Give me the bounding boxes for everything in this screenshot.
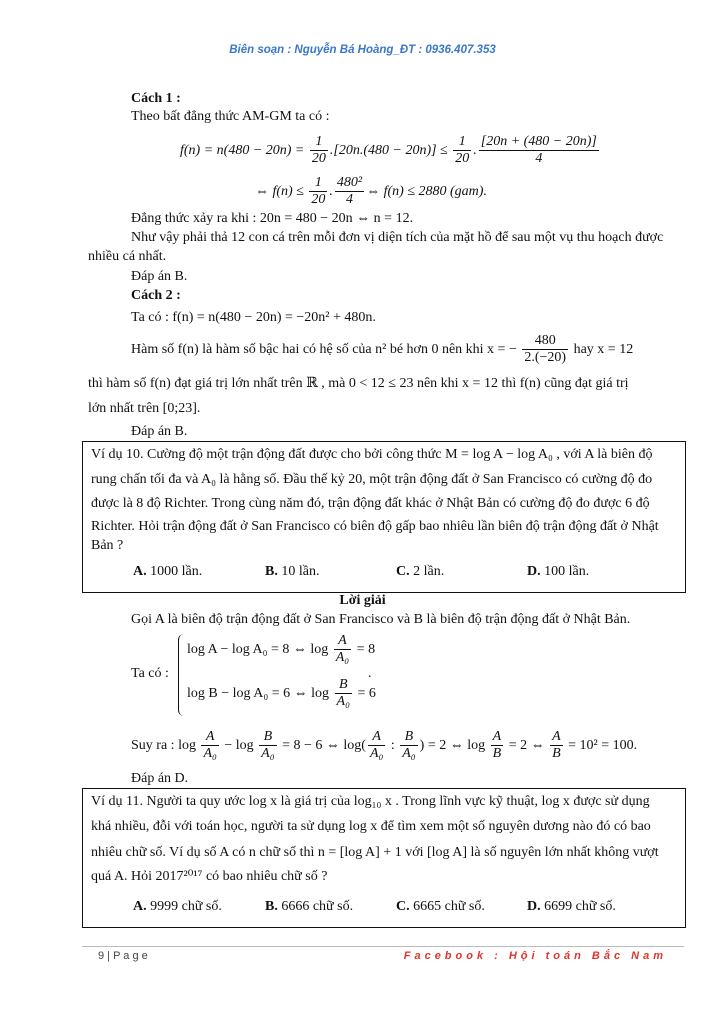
fraction: $\frac{A}{\text{A₀}}$ [369, 729, 384, 762]
fraction: $\frac{1}{20}$ [311, 175, 326, 208]
fraction: $\frac{B}{\text{A₀}}$ [261, 729, 275, 762]
system-brace [178, 634, 187, 716]
fraction: $\frac{A}{\text{A₀}}$ [335, 633, 350, 666]
cach2-answer: Đáp án B. [131, 424, 188, 439]
cach1-intro: Theo bất đẳng thức AM-GM ta có : [131, 109, 330, 124]
example-11-option-c: C. 6665 chữ số. [396, 899, 485, 914]
solution-line1: Gọi A là biên độ trận động đất ở San Francisco và B là biên độ trận động đất ở Nhật Bản. [131, 612, 631, 627]
footer-facebook: Facebook : Hội toán Bắc Nam [403, 950, 667, 962]
fraction: $\frac{1}{20}$ [311, 134, 326, 167]
cach2-line3: lớn nhất trên [0;23]. [88, 401, 201, 416]
example-10-option-c: C. 2 lần. [396, 564, 445, 579]
cach1-eq1: f(n) = n(480 − 20n) = $\frac{1}{20}$ .[20n.(480 − 20n)] ≤ $\frac{1}{20}$ . $\frac{[20n + (480 - 20n)]}{4}$ [180, 134, 597, 167]
example-10-option-a: A. 1000 lần. [133, 564, 203, 579]
cach2-taco: Ta có : f(n) = n(480 − 20n) = −20n² + 480n. [131, 310, 376, 325]
fraction: $\frac{\text{480²}}{4}$ [336, 175, 363, 208]
system-dot: . [368, 666, 372, 681]
header-author: Biên soạn : Nguyễn Bá Hoàng_ĐT : 0936.407.353 [229, 44, 496, 56]
solution-answer: Đáp án D. [131, 771, 189, 786]
example-11-line1: Ví dụ 11. Người ta quy ước log x là giá trị của log₁₀ x . Trong lĩnh vực kỹ thuật, log x được sử dụng [91, 794, 650, 809]
system-eq2: log B − log A₀ = 6 ⇔ log $\frac{B}{\text{A₀}}$ = 6 [187, 677, 376, 710]
footer-page-number: 9 | P a g e [98, 950, 148, 962]
example-10-box [82, 441, 686, 593]
fraction: $\frac{B}{\text{A₀}}$ [336, 677, 350, 710]
cach1-equality: Đẳng thức xảy ra khi : 20n = 480 − 20n ⇔ n = 12. [131, 211, 414, 226]
solution-suyra: Suy ra : log $\frac{A}{\text{A₀}}$ − log $\frac{B}{\text{A₀}}$ = 8 − 6 ⇔ log( $\frac{A}{\text{A₀}}$ : $\frac{B}{\text{A₀}}$ ) = 2 ⇔ log $\frac{A}{B}$ = 2 ⇔ $\frac{A}{B}$ = 10² = 100. [131, 729, 638, 762]
system-eq1: log A − log A₀ = 8 ⇔ log $\frac{A}{\text{A₀}}$ = 8 [187, 633, 376, 666]
solution-title: Lời giải [339, 593, 386, 608]
example-11-line4: quá A. Hỏi 2017²⁰¹⁷ có bao nhiêu chữ số ? [91, 869, 328, 884]
footer-rule [82, 946, 684, 947]
fraction: $\frac{1}{20}$ [455, 134, 470, 167]
cach1-answer: Đáp án B. [131, 269, 188, 284]
solution-taco: Ta có : [131, 666, 169, 681]
fraction: $\frac{A}{\text{A₀}}$ [203, 729, 217, 762]
example-11-option-a: A. 9999 chữ số. [133, 899, 222, 914]
example-10-line2: rung chấn tối đa và A₀ là hằng số. Đầu thế kỷ 20, một trận động đất ở San Francisco có cường độ đo [91, 472, 653, 487]
fraction: $\frac{480}{2.(-20)}$ [524, 333, 567, 366]
example-10-line3: được là 8 độ Richter. Trong cùng năm đó, trận động đất khác ở Nhật Bản có cường độ đo được 6 độ [91, 496, 650, 511]
cach1-conclusion-2: nhiều cá nhất. [88, 249, 167, 264]
cach2-title: Cách 2 : [131, 288, 181, 303]
example-10-line5: Bản ? [91, 538, 124, 553]
fraction: $\frac{[20n + (480 - 20n)]}{4}$ [480, 134, 597, 167]
fraction: $\frac{A}{B}$ [492, 729, 502, 762]
example-10-line4: Richter. Hỏi trận động đất ở San Francisco có biên độ gấp bao nhiêu lần biên độ trận động đất ở Nhật [91, 519, 659, 534]
cach2-hamso: Hàm số f(n) là hàm số bậc hai có hệ số của n² bé hơn 0 nên khi x = − $\frac{480}{2.(-20)}$ hay x = 12 [131, 333, 634, 366]
cach2-line2: thì hàm số f(n) đạt giá trị lớn nhất trên ℝ , mà 0 < 12 ≤ 23 nên khi x = 12 thì f(n) cũng đạt giá trị [88, 376, 629, 391]
example-10-option-d: D. 100 lần. [527, 564, 590, 579]
example-11-line2: khá nhiều, đỗi với toán học, người ta sử dụng log x để tìm xem một số nguyên dương nào đó có bao [91, 819, 651, 834]
example-11-box [82, 788, 686, 928]
example-10-line1: Ví dụ 10. Cường độ một trận động đất được cho bởi công thức M = log A − log A₀ , với A là biên độ [91, 447, 653, 462]
cach1-conclusion-1: Như vậy phải thả 12 con cá trên mỗi đơn vị diện tích của mặt hồ để sau một vụ thu hoạch được [131, 230, 664, 245]
cach1-eq2: ⇔ f(n) ≤ $\frac{1}{20}$ . $\frac{\text{480²}}{4}$ ⇔ f(n) ≤ 2880 (gam). [255, 175, 487, 208]
fraction: $\frac{A}{B}$ [552, 729, 561, 762]
example-11-option-b: B. 6666 chữ số. [265, 899, 354, 914]
cach1-title: Cách 1 : [131, 91, 181, 106]
example-10-option-b: B. 10 lần. [265, 564, 320, 579]
fraction: $\frac{B}{\text{A₀}}$ [402, 729, 416, 762]
example-11-option-d: D. 6699 chữ số. [527, 899, 616, 914]
example-11-line3: nhiêu chữ số. Ví dụ số A có n chữ số thì n = [log A] + 1 với [log A] là số nguyên lớn nhất không vượt [91, 845, 659, 860]
